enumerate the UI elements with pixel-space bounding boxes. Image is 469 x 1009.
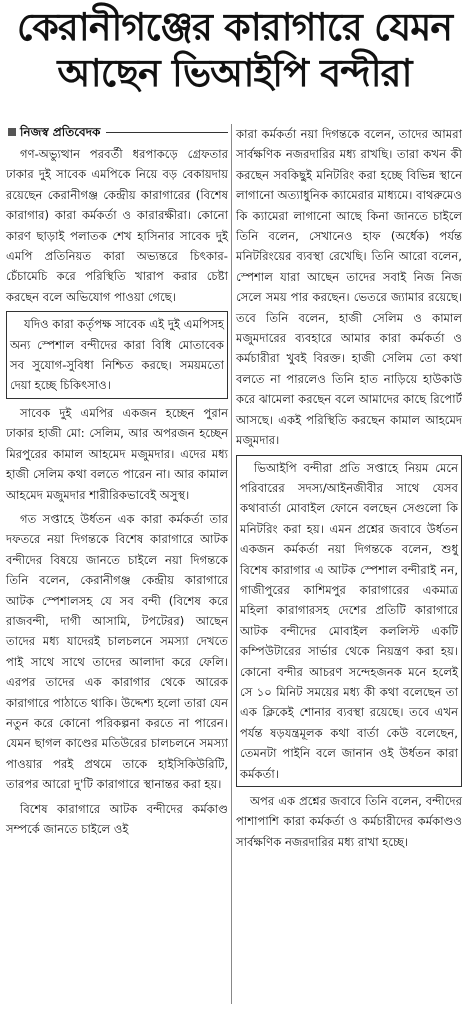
byline bbox=[6, 124, 228, 140]
paragraph: বিশেষ কারাগারে আটক বন্দীদের কর্মকাণ্ড সম্পর্কে জানতে চাইলে ওই bbox=[6, 801, 228, 836]
headline bbox=[0, 4, 469, 96]
bullet-icon bbox=[8, 128, 16, 136]
paragraph: যদিও কারা কর্তৃপক্ষ সাবেক এই দুই এমপিসহ অন্য স্পেশাল বন্দীদের কারা বিধি মোতাবেক সব সুযোগ-সুবিধা নিশ্চিত করছে। সময়মতো দেয়া হচ্ছে চিকিৎসাও। bbox=[6, 311, 228, 399]
headline-line-1: কেরানীগঞ্জের কারাগারে যেমন bbox=[16, 5, 453, 49]
paragraph: কারা কর্মকর্তা নয়া দিগন্তকে বলেন, তাদের আমরা সার্বক্ষণিক নজরদারির মধ্য রাখছি। তারা কখন কী করছেন সবকিছুই মনিটরিং করা হচ্ছে বিভিন্ন স্থানে লাগানো অত্যাধুনিক ক্যামেরার মাধ্যমে। বাথরুমেও কি ক্যামেরা লাগানো আছে কিনা জানতে চাইলে তিনি বলেন, সেখানেও হাফ (অর্ধেক) পর্যন্ত মনিটরিংয়ের ব্যবস্থা রেখেছি। তিনি আরো বলেন, স্পেশাল যারা আছেন তাদের সবাই নিজ নিজ সেলে সময় পার করছেন। ভেতরে জ্যামার রয়েছে। তবে তিনি বলেন, হাজী সেলিম ও কামাল মজুমদারের ব্যবহারে আমার কারা কর্মকর্তা ও কর্মচারীরা খুবই বিরক্ত। হাজী সেলিম তো কথা বলতে না পারলেও তিনি হাত নাড়িয়ে হাউকাউ করে ঝামেলা করছেন বলে আমাদের কাছে রিপোর্ট আসছে। একই পরিস্থিতি করছেন কামাল আহমেদ মজুমদার। bbox=[236, 127, 462, 448]
left-column bbox=[6, 124, 228, 843]
right-column bbox=[236, 124, 462, 856]
byline-text: নিজস্ব প্রতিবেদক bbox=[20, 125, 101, 139]
paragraph: ভিআইপি বন্দীরা প্রতি সপ্তাহে নিয়ম মেনে পরিবারের সদস্য/আইনজীবীর সাথে যেসব কথাবার্তা মোবাইল ফোনে বলছেন সেগুলো কি মনিটরিং করা হয়। এমন প্রশ্নের জবাবে উর্ধতন একজন কর্মকর্তা নয়া দিগন্তকে বলেন, শুধু বিশেষ কারাগার এ আটক স্পেশাল বন্দীরাই নন, গাজীপুরের কাশিমপুর কারাগারের একমাত্র মহিলা কারাগারসহ দেশের প্রতিটি কারাগারে আটক বন্দীদের মোবাইল কললিস্ট একটি কম্পিউটারের সার্ভার থেকে নিয়ন্ত্রণ করা হয়। কোনো বন্দীর আচরণ সন্দেহজনক মনে হলেই সে ১০ মিনিট সময়ের মধ্য কী কথা বলেছেন তা এক ক্লিকেই শোনার ব্যবস্থা রয়েছে। তবে এখন পর্যন্ত ষড়যন্ত্রমূলক কথা বার্তা কেউ বলেছেন, তেমনটা পাইনি বলে জানান ওই উর্ধতন কারা কর্মকর্তা। bbox=[236, 455, 462, 788]
byline-rule bbox=[106, 132, 228, 133]
column-divider bbox=[231, 124, 232, 1004]
paragraph: গণ-অভ্যুত্থান পরবর্তী ধরপাকড়ে গ্রেফতার ঢাকার দুই সাবেক এমপিকে নিয়ে বড় বেকায়দায় রয়েছেন কেরানীগঞ্জ কেন্দ্রীয় কারাগারের (বিশেষ কারাগার) কারা কর্মকর্তা ও কারারক্ষীরা। কোনো কারণ ছাড়াই পলাতক শেখ হাসিনার সাবেক দুই এমপি প্রতিনিয়ত কারা অভ্যন্তরে চিৎকার-চেঁচামেচি করে পরিস্থিতি খারাপ করার চেষ্টা করছেন বলে অভিযোগ পাওয়া গেছে। bbox=[6, 147, 228, 304]
paragraph: সাবেক দুই এমপির একজন হচ্ছেন পুরান ঢাকার হাজী মো: সেলিম, আর অপরজন হচ্ছেন মিরপুরের কামাল আহমেদ মজুমদার। এদের মধ্য হাজী সেলিম কথা বলতে পারেন না। আর কামাল আহমেদ মজুমদার শারীরিকভাবেই অসুস্থ। bbox=[6, 405, 228, 502]
paragraph: গত সপ্তাহে উর্ধতন এক কারা কর্মকর্তা তার দফতরে নয়া দিগন্তকে বিশেষ কারাগারে আটক বন্দীদের বিষয়ে জানতে চাইলে নয়া দিগন্তকে তিনি বলেন, কেরানীগঞ্জ কেন্দ্রীয় কারাগারে আটক স্পেশালসহ যে সব বন্দী (বিশেষ করে রাজবন্দী, দাগী আসামি, টপটেরর) আছেন তাদের মধ্য যাদেরই চালচলনে সমস্যা দেখতে পাই সাথে সাথে তাদের আলাদা করে ফেলি। এরপর তাদের এক কারাগার থেকে আরেক কারাগারে পাঠাতে থাকি। উদ্দেশ্য হলো তারা যেন নতুন করে কোনো পরিকল্পনা করতে না পারেন। যেমন ছাগল কাণ্ডের মতিউরের চালচলনে সমস্যা পাওয়ার পরই প্রথমে তাকে হাইসিকিউরিটি, তারপর আরো দু'টি কারাগারে স্থানান্তর করা হয়। bbox=[6, 511, 228, 792]
paragraph: অপর এক প্রশ্নের জবাবে তিনি বলেন, বন্দীদের পাশাপাশি কারা কর্মকর্তা ও কর্মচারীদের কর্মকাণ্ডও সার্বক্ষণিক নজরদারির মধ্য রাখা হচ্ছে। bbox=[236, 794, 462, 849]
headline-line-2: আছেন ভিআইপি বন্দীরা bbox=[57, 51, 412, 95]
